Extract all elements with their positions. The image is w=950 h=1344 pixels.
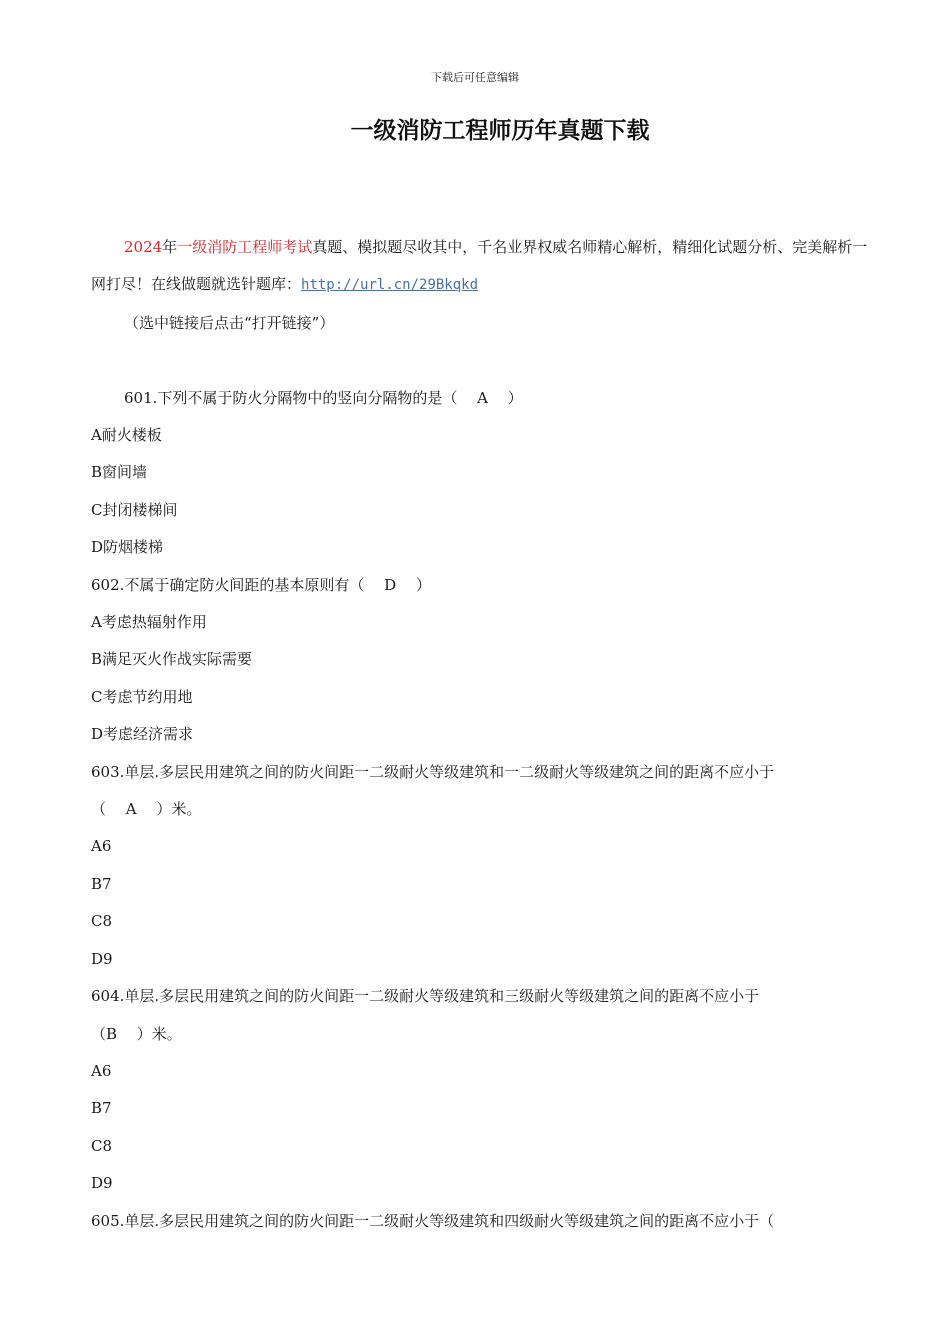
question-604-option-a: A6 xyxy=(91,1061,112,1080)
question-605-stem: 605.单层.多层民用建筑之间的防火间距一二级耐火等级建筑和四级耐火等级建筑之间的距离不应小于（ xyxy=(91,1211,775,1230)
question-602-option-a: A考虑热辐射作用 xyxy=(91,613,207,632)
question-601-option-b: B窗间墙 xyxy=(91,463,148,482)
header-note: 下载后可任意编辑 xyxy=(431,71,519,84)
question-603-option-b: B7 xyxy=(91,874,112,893)
intro-year: 2024 xyxy=(124,238,163,256)
document-title: 一级消防工程师历年真题下载 xyxy=(350,118,650,144)
question-604-option-c: C8 xyxy=(91,1136,113,1155)
document-body xyxy=(91,229,881,1240)
spacer xyxy=(91,342,881,379)
intro-year-suffix: 年 xyxy=(162,238,178,256)
link-hint: （选中链接后点击“打开链接”） xyxy=(124,313,335,332)
question-bank-link[interactable]: http://url.cn/29Bkqkd xyxy=(301,277,479,294)
question-602-stem: 602.不属于确定防火间距的基本原则有（ D ） xyxy=(91,575,431,594)
question-603-option-a: A6 xyxy=(91,837,112,856)
question-601-option-d: D防烟楼梯 xyxy=(91,538,164,557)
intro-paragraph xyxy=(91,229,881,305)
question-603-option-c: C8 xyxy=(91,912,113,931)
question-604-option-d: D9 xyxy=(91,1174,113,1193)
question-603-stem: 603.单层.多层民用建筑之间的防火间距一二级耐火等级建筑和一二级耐火等级建筑之间的距离不应小于 xyxy=(91,762,775,781)
question-602-option-d: D考虑经济需求 xyxy=(91,725,194,744)
question-603-option-d: D9 xyxy=(91,949,113,968)
intro-text: 真题、模拟题尽收其中，千名业界权威名师精心解析，精细化试题分析、完美解析一网打尽！在线做题就选针题库： xyxy=(91,238,868,294)
intro-exam-link-text[interactable]: 一级消防工程师考试 xyxy=(177,238,313,256)
question-604-option-b: B7 xyxy=(91,1099,112,1118)
question-604-stem: 604.单层.多层民用建筑之间的防火间距一二级耐火等级建筑和三级耐火等级建筑之间的距离不应小于 xyxy=(91,987,760,1006)
question-601-option-c: C封闭楼梯间 xyxy=(91,500,178,519)
question-601-option-a: A耐火楼板 xyxy=(91,426,162,445)
question-601-stem: 601.下列不属于防火分隔物中的竖向分隔物的是（ A ） xyxy=(124,388,523,407)
question-604-stem-continued: （B ）米。 xyxy=(91,1024,182,1043)
question-602-option-c: C考虑节约用地 xyxy=(91,687,193,706)
question-603-stem-continued: （ A ）米。 xyxy=(91,800,202,819)
question-602-option-b: B满足灭火作战实际需要 xyxy=(91,650,253,669)
